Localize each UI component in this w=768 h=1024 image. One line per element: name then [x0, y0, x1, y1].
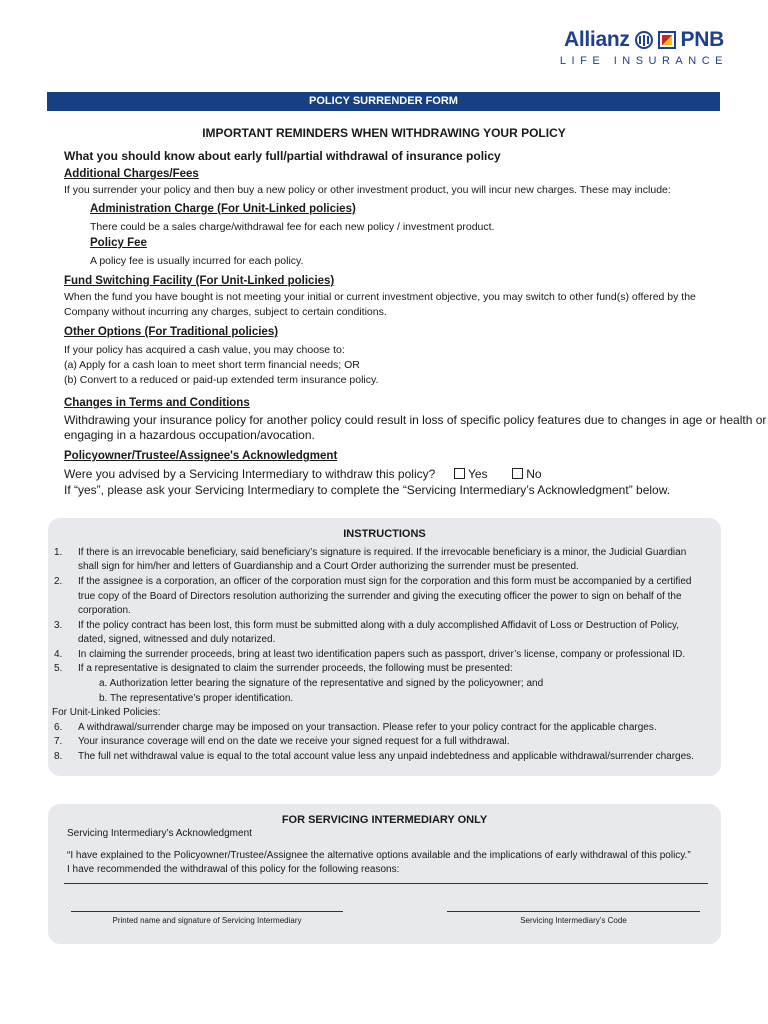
- signature-line[interactable]: [71, 911, 343, 912]
- code-caption: Servicing Intermediary’s Code: [520, 916, 627, 925]
- changes-line1: Withdrawing your insurance policy for another policy could result in loss of specific policy features due to changes in age or health or: [64, 413, 767, 427]
- policy-fee-title: Policy Fee: [90, 237, 147, 249]
- pnb-flag-icon: [658, 31, 676, 49]
- instruction-3b: dated, signed, witnessed and duly notarized.: [78, 634, 276, 645]
- instruction-3a: If the policy contract has been lost, this form must be submitted along with a duly accomplished Affidavit of Loss or Destruction of Policy,: [78, 620, 680, 631]
- instructions-title: INSTRUCTIONS: [343, 528, 426, 540]
- item-number: 5.: [54, 663, 63, 674]
- form-title-banner: POLICY SURRENDER FORM: [47, 92, 720, 111]
- logo-allianz-text: Allianz: [563, 28, 630, 51]
- item-number: 2.: [54, 576, 63, 587]
- instruction-6: A withdrawal/surrender charge may be imposed on your transaction. Please refer to your policy contract for the applicable charges.: [78, 722, 657, 733]
- other-options-line3: (b) Convert to a reduced or paid-up extended term insurance policy.: [64, 374, 379, 386]
- instruction-5b: b. The representative’s proper identification.: [99, 693, 294, 704]
- no-label: No: [526, 467, 542, 481]
- ack-question: Were you advised by a Servicing Intermediary to withdraw this policy?: [64, 467, 436, 481]
- instruction-5: If a representative is designated to claim the surrender proceeds, the following must be presented:: [78, 663, 513, 674]
- instruction-4: In claiming the surrender proceeds, bring at least two identification papers such as passport, driver’s license, company or professional ID.: [78, 649, 686, 660]
- instruction-5a: a. Authorization letter bearing the signature of the representative and signed by the policyowner; and: [99, 678, 544, 689]
- no-checkbox[interactable]: [512, 468, 523, 479]
- policy-fee-text: A policy fee is usually incurred for each policy.: [90, 255, 304, 267]
- item-number: 8.: [54, 751, 63, 762]
- servicing-title: FOR SERVICING INTERMEDIARY ONLY: [281, 814, 488, 826]
- instruction-2c: corporation.: [78, 605, 131, 616]
- servicing-quote: “I have explained to the Policyowner/Trustee/Assignee the alternative options available and the implications of early withdrawal of this policy.”: [67, 850, 691, 861]
- ack-line2: If “yes”, please ask your Servicing Intermediary to complete the “Servicing Intermediary’s Acknowledgment” below.: [64, 483, 671, 497]
- fund-switching-line2: Company without incurring any charges, subject to certain conditions.: [64, 306, 387, 318]
- item-number: 3.: [54, 620, 63, 631]
- additional-charges-text: If you surrender your policy and then buy a new policy or other investment product, you will incur new charges. These may include:: [64, 184, 671, 196]
- allianz-eagle-icon: [635, 31, 653, 49]
- other-options-line2: (a) Apply for a cash loan to meet short term financial needs; OR: [64, 359, 360, 371]
- admin-charge-title: Administration Charge (For Unit-Linked policies): [90, 203, 356, 215]
- other-options-line1: If your policy has acquired a cash value, you may choose to:: [64, 344, 345, 356]
- instruction-1a: If there is an irrevocable beneficiary, said beneficiary’s signature is required. If the irrevocable beneficiary is a minor, the Judicial Guardian: [78, 547, 687, 558]
- yes-label: Yes: [467, 467, 488, 481]
- servicing-reason: I have recommended the withdrawal of this policy for the following reasons:: [67, 864, 400, 875]
- other-options-title: Other Options (For Traditional policies): [64, 326, 279, 338]
- changes-line2: engaging in a hazardous occupation/avocation.: [64, 428, 315, 442]
- withdrawal-subheading: What you should know about early full/partial withdrawal of insurance policy: [64, 149, 501, 163]
- changes-title: Changes in Terms and Conditions: [64, 397, 250, 409]
- yes-checkbox[interactable]: [454, 468, 465, 479]
- item-number: 4.: [54, 649, 63, 660]
- unit-linked-label: For Unit-Linked Policies:: [52, 707, 161, 718]
- instruction-8: The full net withdrawal value is equal to the total account value less any unpaid indebtedness and applicable withdrawal/surrender charges.: [78, 751, 694, 762]
- item-number: 7.: [54, 736, 63, 747]
- instruction-1b: shall sign for him/her and letters of Guardianship and a Court Order authorizing the surrender must be presented.: [78, 561, 579, 572]
- signature-caption: Printed name and signature of Servicing Intermediary: [112, 916, 302, 925]
- servicing-subtitle: Servicing Intermediary’s Acknowledgment: [67, 828, 252, 839]
- additional-charges-title: Additional Charges/Fees: [64, 168, 199, 180]
- admin-charge-text: There could be a sales charge/withdrawal fee for each new policy / investment product.: [90, 221, 495, 233]
- reminders-heading: IMPORTANT REMINDERS WHEN WITHDRAWING YOUR POLICY: [202, 126, 566, 140]
- item-number: 6.: [54, 722, 63, 733]
- company-logo: [559, 28, 728, 67]
- fund-switching-line1: When the fund you have bought is not meeting your initial or current investment objective, you may switch to other fund(s) offered by the: [64, 291, 696, 303]
- logo-pnb-text: PNB: [680, 28, 724, 51]
- code-line[interactable]: [447, 911, 700, 912]
- instruction-7: Your insurance coverage will end on the date we receive your signed request for a full withdrawal.: [78, 736, 510, 747]
- instruction-2b: true copy of the Board of Directors resolution authorizing the surrender and giving the executing officer the power to sign on behalf of the: [78, 591, 682, 602]
- instruction-2a: If the assignee is a corporation, an officer of the corporation must sign for the corporation and this form must be accompanied by a certified: [78, 576, 692, 587]
- fund-switching-title: Fund Switching Facility (For Unit-Linked policies): [64, 275, 335, 287]
- reason-line[interactable]: [64, 883, 708, 884]
- item-number: 1.: [54, 547, 63, 558]
- ack-question-row: [64, 467, 542, 482]
- logo-subtitle: LIFE INSURANCE: [559, 55, 728, 67]
- ack-title: Policyowner/Trustee/Assignee's Acknowledgment: [64, 450, 338, 462]
